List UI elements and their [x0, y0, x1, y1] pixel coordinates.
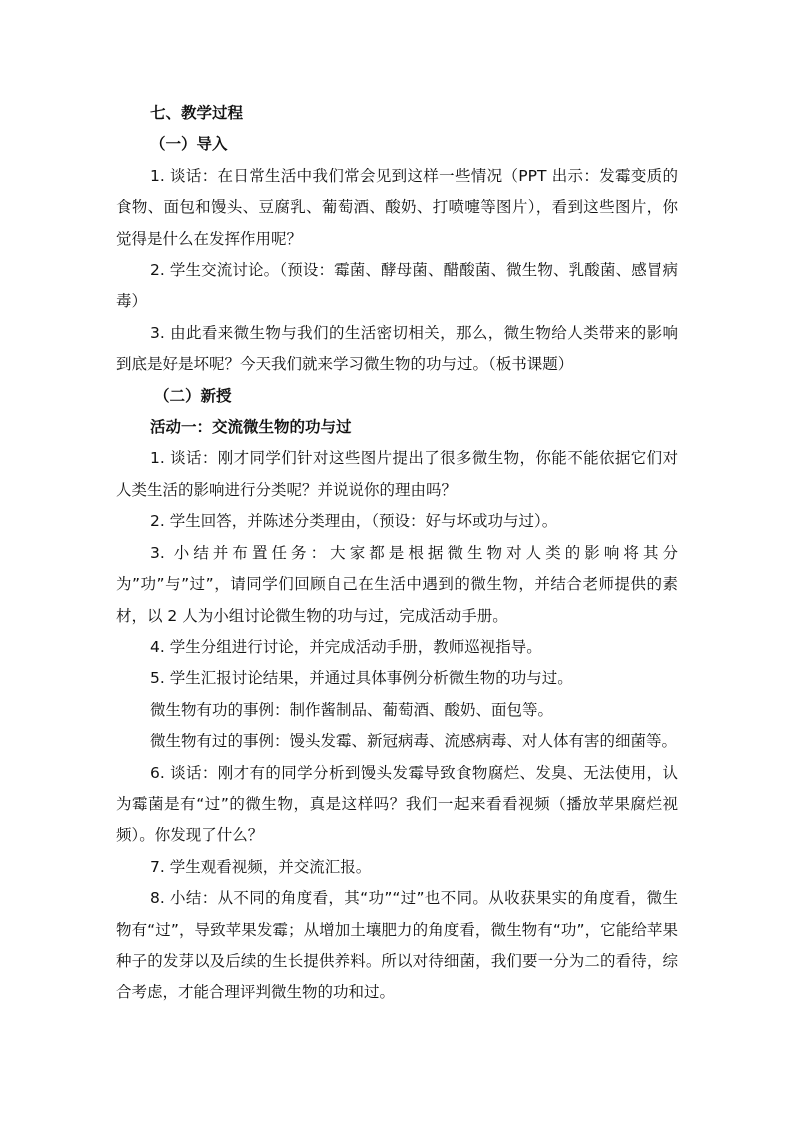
document-body: [116, 98, 678, 1009]
paragraph: 3. 由此看来微生物与我们的生活密切相关，那么，微生物给人类带来的影响到底是好是坏呢？今天我们就来学习微生物的功与过。（板书课题）: [116, 323, 678, 374]
example-line: 微生物有过的事例：馒头发霉、新冠病毒、流感病毒、对人体有害的细菌等。: [150, 732, 678, 751]
paragraph: 1. 谈话：在日常生活中我们常会见到这样一些情况（PPT 出示：发霉变质的食物、面包和馒头、豆腐乳、葡萄酒、酸奶、打喷嚏等图片），看到这些图片，你觉得是什么在发挥作用呢？: [116, 166, 678, 248]
paragraph: 2. 学生回答，并陈述分类理由，（预设：好与坏或功与过）。: [150, 512, 558, 531]
activity-title: 活动一：交流微生物的功与过: [150, 418, 352, 437]
paragraph: 8. 小结：从不同的角度看，其“功”“过”也不同。从收获果实的角度看，微生物有“过”，导致苹果发霉；从增加土壤肥力的角度看，微生物有“功”，它能给苹果种子的发芽以及后续的生长提供养料。所以对待细菌，我们要一分为二的看待，综合考虑，才能合理评判微生物的功和过。: [116, 889, 678, 1002]
part2-heading: （二）新授: [154, 386, 232, 405]
part1-heading: （一）导入: [150, 135, 228, 154]
paragraph: 2. 学生交流讨论。（预设：霉菌、酵母菌、醋酸菌、微生物、乳酸菌、感冒病毒）: [116, 261, 678, 311]
paragraph: 3. 小结并布置任务：大家都是根据微生物对人类的影响将其分为”功”与”过”，请同学们回顾自己在生活中遇到的微生物，并结合老师提供的素材，以 2 人为小组讨论微生物的功与过，完成活动手册。: [116, 543, 678, 625]
paragraph: 4. 学生分组进行讨论，并完成活动手册，教师巡视指导。: [150, 637, 542, 656]
section-title: 七、教学过程: [150, 104, 244, 122]
paragraph: 6. 谈话：刚才有的同学分析到馒头发霉导致食物腐烂、发臭、无法使用，认为霉菌是有“过”的微生物，真是这样吗？我们一起来看看视频（播放苹果腐烂视频）。你发现了什么？: [116, 763, 678, 845]
paragraph: 7. 学生观看视频，并交流汇报。: [150, 857, 372, 876]
example-line: 微生物有功的事例：制作酱制品、葡萄酒、酸奶、面包等。: [150, 700, 554, 719]
paragraph: 1. 谈话：刚才同学们针对这些图片提出了很多微生物，你能不能依据它们对人类生活的影响进行分类呢？并说说你的理由吗？: [116, 449, 678, 499]
paragraph: 5. 学生汇报讨论结果，并通过具体事例分析微生物的功与过。: [150, 669, 573, 688]
